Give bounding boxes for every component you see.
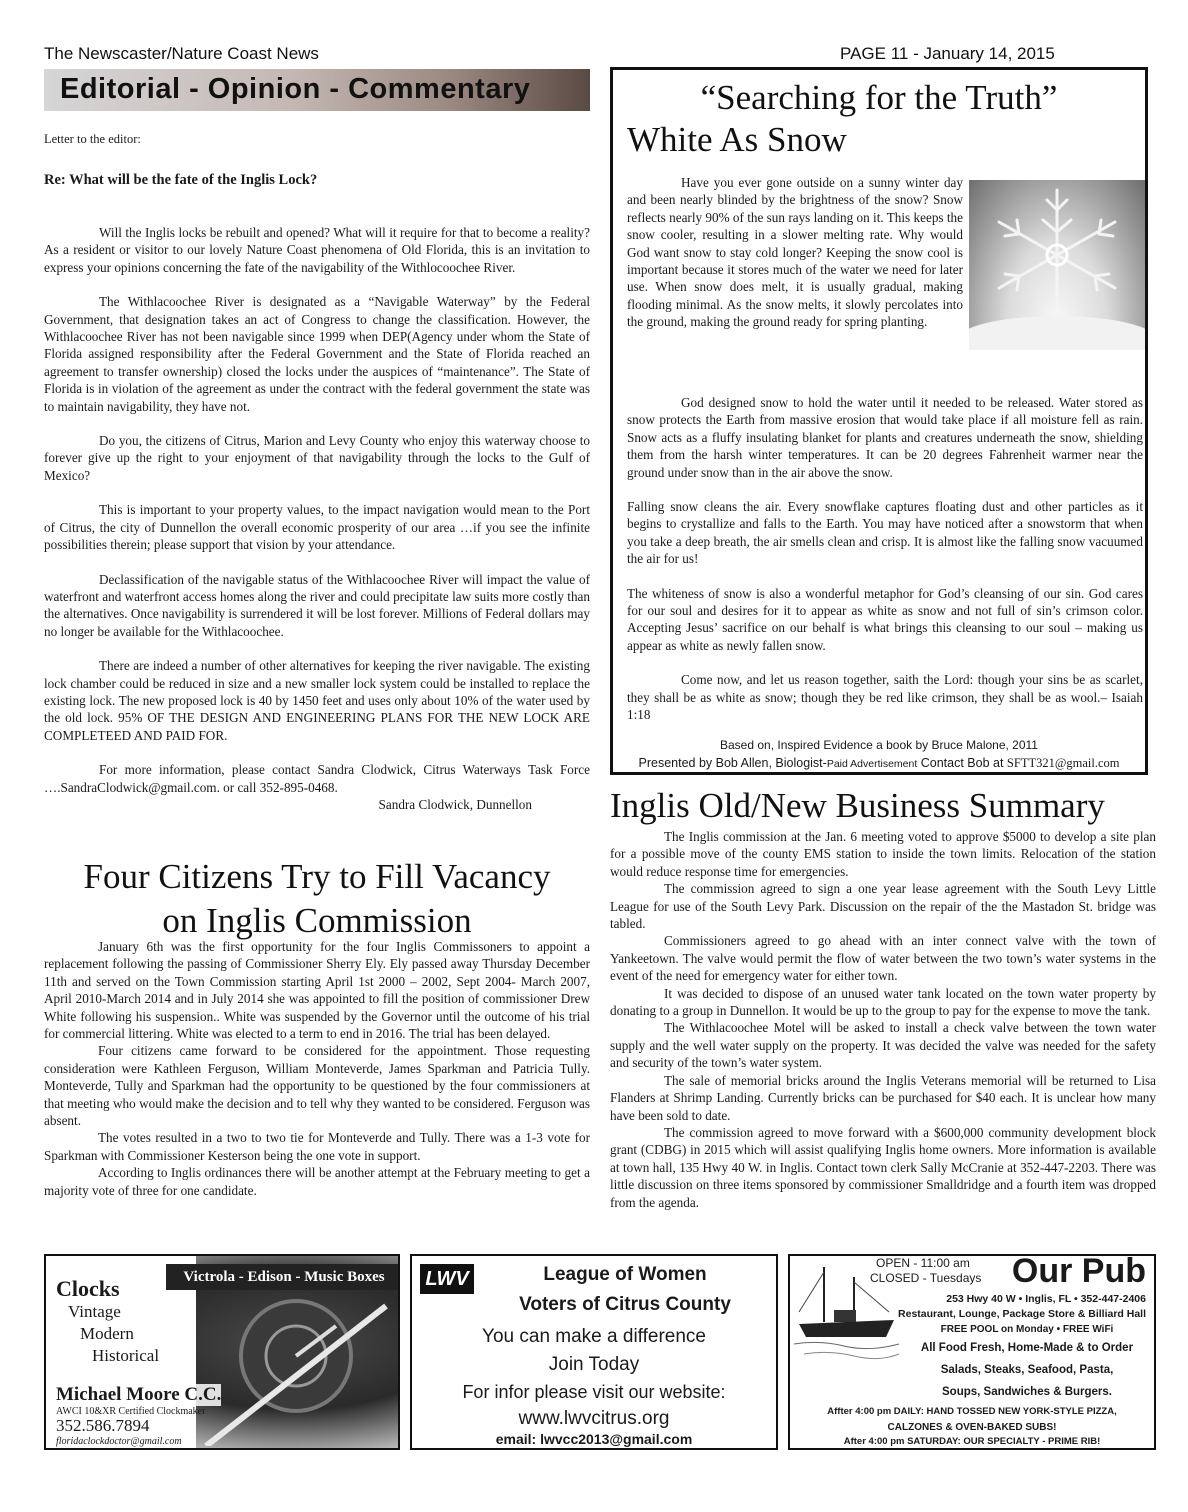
truth-paragraph: Come now, and let us reason together, saith the Lord: though your sins be as scarlet, they shall be as white as snow; though they be red like crimson, they shall be as wool.– Isaiah 1:18 <box>627 672 1143 723</box>
letter-intro: Letter to the editor: <box>44 132 141 146</box>
truth-box <box>610 67 1148 775</box>
presented-by-text: Presented by Bob Allen, Biologist- <box>638 756 827 770</box>
contact-text: Contact Bob at <box>917 756 1007 770</box>
league-ad-line-3: You can make a difference <box>482 1326 706 1347</box>
clocks-ad-email: floridaclockdoctor@gmail.com <box>56 1436 182 1447</box>
letter-signature: Sandra Clodwick, Dunnellon <box>378 796 532 812</box>
clocks-ad-name: Michael Moore C.C. <box>56 1384 222 1405</box>
business-paragraph: It was decided to dispose of an unused water tank located on the town water property by donating to a group in Dunnellon. It would be up to the group to pay for the expense to move the tank. <box>610 985 1156 1019</box>
publication-name: The Newscaster/Nature Coast News <box>44 44 319 63</box>
league-ad-website: www.lwvcitrus.org <box>518 1408 670 1429</box>
paid-advertisement-label: Paid Advertisement <box>826 758 918 770</box>
letter-paragraph: This is important to your property values, to the impact navigation would mean to the Port of Citrus, the city of Dunnellon the overall economic prosperity of our area …if you see the infinite possibilities therein; please support that vision by your attendance. <box>44 502 590 553</box>
commission-headline-line-2: on Inglis Commission <box>162 901 472 940</box>
business-headline: Inglis Old/New Business Summary <box>610 786 1105 825</box>
letter-paragraph: There are indeed a number of other alternatives for keeping the river navigable. The existing lock chamber could be reduced in size and a new smaller lock system could be installed to replace the existing lock. The new proposed lock is 40 by 1450 feet and uses only about 10% of the water used by the old lock. 95% OF THE DESIGN AND ENGINEERING PLANS FOR THE NEW LOCK ARE COMPLETEED AND PAID FOR. <box>44 658 590 743</box>
commission-paragraph: Four citizens came forward to be considered for the appointment. Those requesting consideration were Kathleen Ferguson, William Monteverde, James Sparkman and Patricia Tully. Monteverde, Tully and Sparkman had the opportunity to be questioned by the four commissioners at that meeting who would make the decision and to tell why they wanted to be considered. Ferguson was absent. <box>44 1043 590 1129</box>
league-ad-line-2: Voters of Citrus County <box>519 1294 731 1315</box>
letter-paragraph: Do you, the citizens of Citrus, Marion and Levy County who enjoy this waterway choose to forever give up the right to your enjoyment of that navigability through the locks to the Gulf of Mexico? <box>44 433 590 483</box>
pub-ad-food-2: Salads, Steaks, Seafood, Pasta, <box>940 1364 1114 1376</box>
clocks-ad-title: Clocks <box>56 1276 120 1301</box>
league-ad-line-1: League of Women <box>543 1264 707 1285</box>
letter-paragraph: The Withlacoochee River is designated as a “Navigable Waterway” by the Federal Government, that designation takes an act of Congress to change the classification. However, the Withlacoochee River has not been navigable since 1999 when DEP(Agency under whom the State of Florida assigned responsibility after the Federal Government and the State of Florida reached an agreement to transfer ownership) closed the locks under the auspices of “maintenance”. The State of Florida is in violation of the agreement as under the contract with the federal government the state was to maintain navigability, they have not. <box>44 294 590 414</box>
business-paragraph: The sale of memorial bricks around the Inglis Veterans memorial will be returned to Lisa Flanders at Shrimp Landing. Currently bricks can be purchased for $40 each. It is unclear how many have been sold to date. <box>610 1072 1156 1123</box>
commission-body <box>44 938 590 1199</box>
truth-paragraph: Falling snow cleans the air. Every snowflake captures floating dust and other particles as it begins to crystallize and falls to the Earth. You may have noticed after a snowstorm that when you take a deep breath, the air smells clean and crisp. It is almost like the falling snow vacuumed the air for us! <box>627 499 1143 567</box>
pub-ad-type: Restaurant, Lounge, Package Store & Billiard Hall <box>898 1308 1146 1320</box>
truth-paragraph: God designed snow to hold the water until it needed to be released. Water stored as snow protects the Earth from massive erosion that would take place if all moisture fell as rain. Snow acts as a fluffy insulating blanket for plants and creatures underneath the snow, shielding them from the harsh winter temperatures. It can be 20 degrees Fahrenheit warmer near the ground under snow than in the air above the snow. <box>627 395 1143 480</box>
business-paragraph: The Inglis commission at the Jan. 6 meeting voted to approve $5000 to develop a site plan for a possible move of the county EMS station to inside the town limits. Relocation of the station would reduce response time for emergencies. <box>610 829 1156 879</box>
truth-subtitle: White As Snow <box>627 120 847 159</box>
commission-paragraph: The votes resulted in a two to two tie for Monteverde and Tully. There was a 1-3 vote for Sparkman with Commissioner Kesterson being the one vote in support. <box>44 1130 590 1163</box>
truth-paragraph: The whiteness of snow is also a wonderful metaphor for God’s cleansing of our sin. God cares for our soul and desires for it to appear as white as snow and not full of sin’s crimson color. Accepting Jesus’ sacrifice on our behalf is what brings this cleansing to our soul – making us appear as white as newly fallen snow. <box>627 585 1143 653</box>
pub-ad-daily-2: CALZONES & OVEN-BAKED SUBS! <box>887 1422 1057 1433</box>
business-paragraph: The commission agreed to sign a one year lease agreement with the South Levy Little League for use of the South Levy Park. Discussion on the repair of the the Mastadon St. bridge was tabled. <box>610 881 1156 932</box>
league-ad <box>410 1254 778 1450</box>
pub-ad-name: Our Pub <box>1011 1254 1146 1290</box>
pub-ad-saturday: After 4:00 pm SATURDAY: OUR SPECIALTY - PRIME RIB! <box>843 1436 1101 1447</box>
truth-first-paragraph <box>627 174 963 331</box>
lwv-logo: LWV <box>420 1264 474 1294</box>
pub-ad-daily: Affter 4:00 pm DAILY: HAND TOSSED NEW YORK-STYLE PIZZA, <box>827 1406 1117 1417</box>
contact-email: SFTT321@gmail.com <box>1006 756 1120 770</box>
pub-ad-food-1: All Food Fresh, Home-Made & to Order <box>920 1342 1134 1354</box>
pub-ad <box>788 1254 1156 1450</box>
commission-headline-line-1: Four Citizens Try to Fill Vacancy <box>83 857 551 896</box>
clocks-ad-modern: Modern <box>80 1324 134 1343</box>
snowflake-photo <box>969 180 1145 350</box>
clock-gears-icon <box>196 1296 396 1446</box>
page-info: PAGE 11 - January 14, 2015 <box>840 44 1055 63</box>
business-paragraph: Commissioners agreed to go ahead with an inter connect valve with the town of Yankeetown. The valve would permit the flow of water between the two town’s water systems in the event of the need for emergency water for either town. <box>610 933 1156 984</box>
clocks-ad-vintage: Vintage <box>68 1302 121 1321</box>
pub-ad-open: OPEN - 11:00 am <box>876 1256 970 1270</box>
truth-based-on: Based on, Inspired Evidence a book by Bruce Malone, 2011 <box>720 738 1038 752</box>
letter-paragraph: Will the Inglis locks be rebuilt and opened? What will it require for that to become a reality? As a resident or visitor to our lovely Nature Coast phenomena of Old Florida, this is an invitation to express your opinions concerning the fate of the navigability of the Withlocoochee River. <box>44 225 590 275</box>
commission-paragraph: According to Inglis ordinances there will be another attempt at the February meeting to get a majority vote of three for one candidate. <box>44 1165 590 1198</box>
business-paragraph: The Withlacoochee Motel will be asked to install a check valve between the town water supply and the well water supply on the property. It was decided the valve was needed for the safety and security of the town’s water system. <box>610 1020 1156 1071</box>
truth-title: “Searching for the Truth” <box>700 78 1058 117</box>
pub-ad-address: 253 Hwy 40 W • Inglis, FL • 352-447-2406 <box>946 1293 1146 1305</box>
letter-paragraph: Declassification of the navigable status of the Withlacoochee River will impact the value of waterfront and waterfront access homes along the river and could precipitate law suits more costly than the alternatives. Once navigability is surrendered it will be lost forever. Millions of Federal dollars may no longer be available for the Withlacoochee. <box>44 571 590 639</box>
snowflake-icon <box>969 180 1145 350</box>
league-ad-line-5: For infor please visit our website: <box>462 1382 726 1402</box>
letter-headline: Re: What will be the fate of the Inglis Lock? <box>44 172 318 188</box>
clocks-ad-cert: AWCI 10&XR Certified Clockmaker <box>56 1406 206 1417</box>
pub-ad-closed: CLOSED - Tuesdays <box>870 1271 982 1285</box>
editorial-banner-label: Editorial - Opinion - Commentary <box>60 73 531 105</box>
letter-paragraph: For more information, please contact Sandra Clodwick, Citrus Waterways Task Force ….SandraClodwick@gmail.com. or call 352-895-0468. <box>44 762 590 795</box>
pub-ad-free: FREE POOL on Monday • FREE WiFi <box>940 1324 1114 1335</box>
business-paragraph: The commission agreed to move forward with a $600,000 community development block grant (CDBG) in 2015 which will assist qualifying Inglis home owners. More information is available at town hall, 135 Hwy 40 W. in Inglis. Contact town clerk Sally McCranie at 352-447-2203. There was little discussion on three items sponsored by commissioner Smalldridge and a fourth item was dropped from the agenda. <box>610 1124 1156 1210</box>
editorial-banner <box>44 69 590 111</box>
commission-paragraph: January 6th was the first opportunity for the four Inglis Commissoners to appoint a replacement following the passing of Commissioner Sherry Ely. Ely passed away Thursday December 11th and served on the Town Commission starting April 1st 2000 – 2002, Sept 2004- March 2007, April 2010-March 2014 and in July 2014 she was appointed to fill the position of commissioner Drew White following his suspension.. White was suspended by the Governor until the outcome of his trial for commercial littering. White was elected to a term to end in 2016. The trial has been delayed. <box>44 939 590 1042</box>
pub-ad-food-3: Soups, Sandwiches & Burgers. <box>942 1386 1112 1398</box>
truth-body <box>627 394 1143 724</box>
commission-headline <box>44 855 590 943</box>
league-ad-email: email: lwvcc2013@gmail.com <box>495 1431 693 1447</box>
league-ad-line-4: Join Today <box>548 1354 640 1375</box>
clocks-ad-banner: Victrola - Edison - Music Boxes <box>166 1264 400 1290</box>
business-body <box>610 828 1156 1211</box>
clocks-ad <box>44 1254 400 1450</box>
clocks-ad-historical: Historical <box>92 1346 160 1365</box>
clocks-ad-phone: 352.586.7894 <box>56 1416 150 1435</box>
truth-paragraph: Have you ever gone outside on a sunny winter day and been nearly blinded by the brightness of the snow? Snow reflects nearly 90% of the sun rays landing on it. This keeps the snow cooler, resulting in a slower melting rate. Why would God want snow to stay cold longer? Keeping the snow cool is important because it stores much of the water we need for later use. When snow does melt, it is usually gradual, making flooding minimal. As the snow melts, it slowly percolates into the ground, making the ground ready for spring planting. <box>627 175 963 330</box>
letter-body <box>44 224 590 813</box>
truth-presented-by <box>613 756 1145 771</box>
